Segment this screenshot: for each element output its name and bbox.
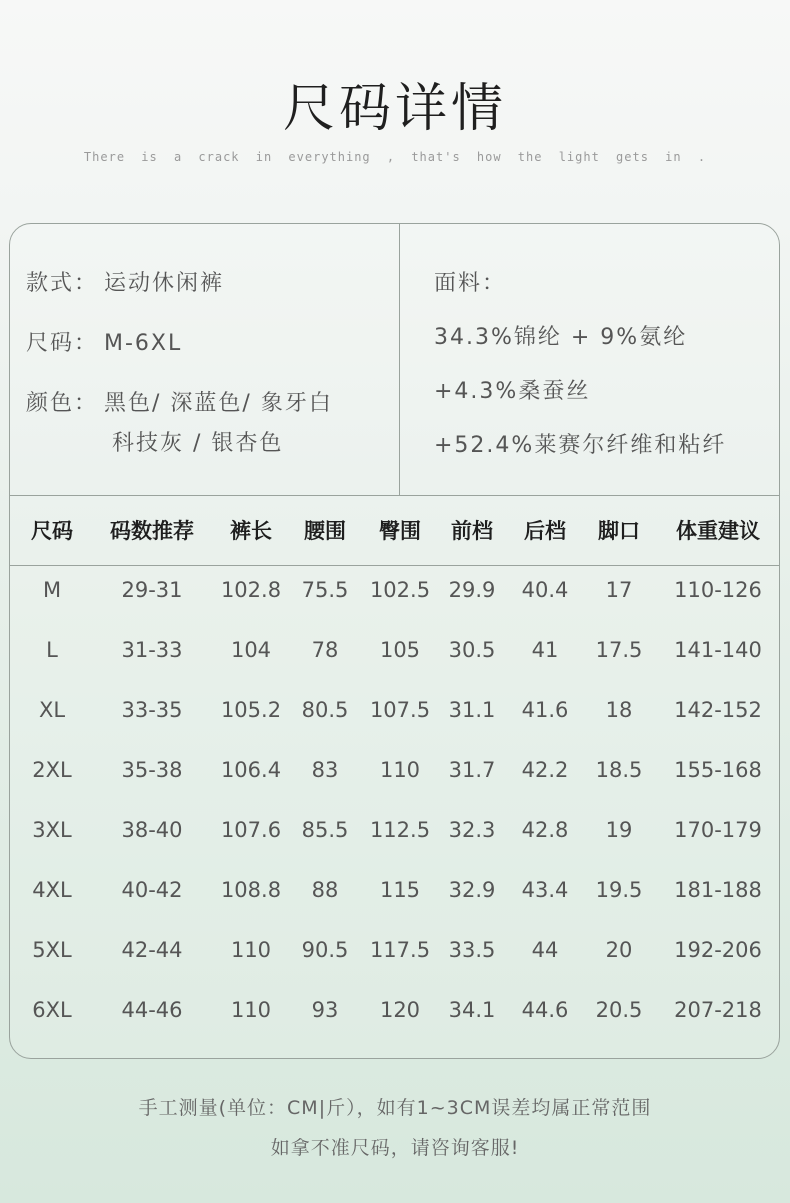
cell-hip: 115 — [379, 878, 421, 902]
cell-waist: 78 — [311, 638, 339, 662]
cell-recommend: 33-35 — [121, 698, 183, 722]
header-front-rise: 前档 — [451, 519, 493, 543]
cell-weight: 141-140 — [674, 638, 762, 662]
fabric-label: 面料： — [434, 271, 507, 296]
cell-length: 106.4 — [220, 758, 282, 782]
cell-size: XL — [38, 698, 66, 722]
size-value: M-6XL — [104, 331, 183, 356]
footer-advice: 如拿不准尺码，请咨询客服! — [270, 1137, 520, 1159]
cell-waist: 75.5 — [301, 578, 349, 602]
info-color — [26, 386, 333, 417]
fabric-line2: +4.3%桑蚕丝 — [434, 379, 591, 404]
header-hip: 臀围 — [379, 519, 421, 543]
cell-recommend: 42-44 — [121, 938, 183, 962]
cell-back-rise: 44.6 — [521, 998, 569, 1022]
header-back-rise: 后档 — [524, 519, 566, 543]
cell-hem: 17.5 — [595, 638, 643, 662]
cell-recommend: 38-40 — [121, 818, 183, 842]
cell-hip: 120 — [379, 998, 421, 1022]
color-value-line2: 科技灰 / 银杏色 — [112, 431, 284, 456]
table-row — [0, 698, 790, 732]
color-label: 颜色： — [26, 391, 99, 416]
cell-length: 110 — [230, 938, 272, 962]
cell-weight: 207-218 — [674, 998, 762, 1022]
cell-size: 3XL — [32, 818, 72, 842]
cell-back-rise: 42.8 — [521, 818, 569, 842]
cell-size: L — [46, 638, 58, 662]
cell-weight: 170-179 — [674, 818, 762, 842]
cell-size: M — [42, 578, 62, 602]
cell-hem: 18.5 — [595, 758, 643, 782]
cell-back-rise: 43.4 — [521, 878, 569, 902]
cell-back-rise: 42.2 — [521, 758, 569, 782]
cell-hip: 112.5 — [369, 818, 431, 842]
cell-hip: 117.5 — [369, 938, 431, 962]
cell-front-rise: 30.5 — [448, 638, 496, 662]
header-recommend: 码数推荐 — [110, 519, 194, 543]
table-header-divider — [10, 565, 780, 566]
cell-hip: 105 — [379, 638, 421, 662]
cell-front-rise: 31.1 — [448, 698, 496, 722]
cell-hem: 20.5 — [595, 998, 643, 1022]
cell-waist: 80.5 — [301, 698, 349, 722]
cell-weight: 181-188 — [674, 878, 762, 902]
cell-length: 104 — [230, 638, 272, 662]
cell-hem: 20 — [605, 938, 633, 962]
color-value-line1: 黑色/ 深蓝色/ 象牙白 — [104, 391, 333, 416]
table-row — [0, 578, 790, 612]
info-table-divider — [10, 495, 780, 496]
cell-length: 105.2 — [220, 698, 282, 722]
cell-front-rise: 33.5 — [448, 938, 496, 962]
cell-size: 6XL — [32, 998, 72, 1022]
cell-hem: 19.5 — [595, 878, 643, 902]
cell-hem: 17 — [605, 578, 633, 602]
cell-hem: 19 — [605, 818, 633, 842]
size-label: 尺码： — [26, 331, 99, 356]
cell-waist: 90.5 — [301, 938, 349, 962]
cell-weight: 110-126 — [674, 578, 762, 602]
cell-recommend: 44-46 — [121, 998, 183, 1022]
cell-weight: 155-168 — [674, 758, 762, 782]
table-row — [0, 758, 790, 792]
cell-recommend: 35-38 — [121, 758, 183, 782]
header-waist: 腰围 — [304, 519, 346, 543]
cell-hip: 110 — [379, 758, 421, 782]
tagline: There is a crack in everything , that's how the light gets in . — [83, 150, 707, 164]
cell-waist: 88 — [311, 878, 339, 902]
cell-length: 102.8 — [220, 578, 282, 602]
info-divider — [399, 223, 400, 496]
cell-front-rise: 32.9 — [448, 878, 496, 902]
cell-hip: 107.5 — [369, 698, 431, 722]
style-label: 款式： — [26, 271, 99, 296]
style-value: 运动休闲裤 — [104, 271, 225, 296]
table-row — [0, 638, 790, 672]
table-row — [0, 998, 790, 1032]
info-size — [26, 326, 182, 357]
cell-front-rise: 32.3 — [448, 818, 496, 842]
cell-size: 5XL — [32, 938, 72, 962]
cell-front-rise: 34.1 — [448, 998, 496, 1022]
table-row — [0, 938, 790, 972]
cell-back-rise: 41.6 — [521, 698, 569, 722]
cell-waist: 85.5 — [301, 818, 349, 842]
cell-length: 107.6 — [220, 818, 282, 842]
cell-recommend: 31-33 — [121, 638, 183, 662]
info-style — [26, 266, 224, 297]
cell-hip: 102.5 — [369, 578, 431, 602]
header-weight: 体重建议 — [676, 519, 760, 543]
cell-length: 110 — [230, 998, 272, 1022]
cell-hem: 18 — [605, 698, 633, 722]
footer-note: 手工测量(单位：CM|斤），如有1~3CM误差均属正常范围 — [138, 1097, 652, 1119]
cell-size: 2XL — [32, 758, 72, 782]
cell-size: 4XL — [32, 878, 72, 902]
cell-length: 108.8 — [220, 878, 282, 902]
fabric-line3: +52.4%莱赛尔纤维和粘纤 — [434, 433, 727, 458]
table-row — [0, 878, 790, 912]
page-title: 尺码详情 — [282, 79, 507, 139]
table-header — [0, 515, 790, 549]
cell-waist: 93 — [311, 998, 339, 1022]
cell-recommend: 29-31 — [121, 578, 183, 602]
cell-front-rise: 29.9 — [448, 578, 496, 602]
header-hem: 脚口 — [598, 519, 640, 543]
header-length: 裤长 — [230, 519, 272, 543]
table-row — [0, 818, 790, 852]
cell-back-rise: 41 — [531, 638, 559, 662]
cell-weight: 142-152 — [674, 698, 762, 722]
header-size: 尺码 — [31, 519, 73, 543]
cell-weight: 192-206 — [674, 938, 762, 962]
cell-back-rise: 40.4 — [521, 578, 569, 602]
cell-recommend: 40-42 — [121, 878, 183, 902]
fabric-line1: 34.3%锦纶 + 9%氨纶 — [434, 325, 688, 350]
cell-waist: 83 — [311, 758, 339, 782]
cell-back-rise: 44 — [531, 938, 559, 962]
cell-front-rise: 31.7 — [448, 758, 496, 782]
